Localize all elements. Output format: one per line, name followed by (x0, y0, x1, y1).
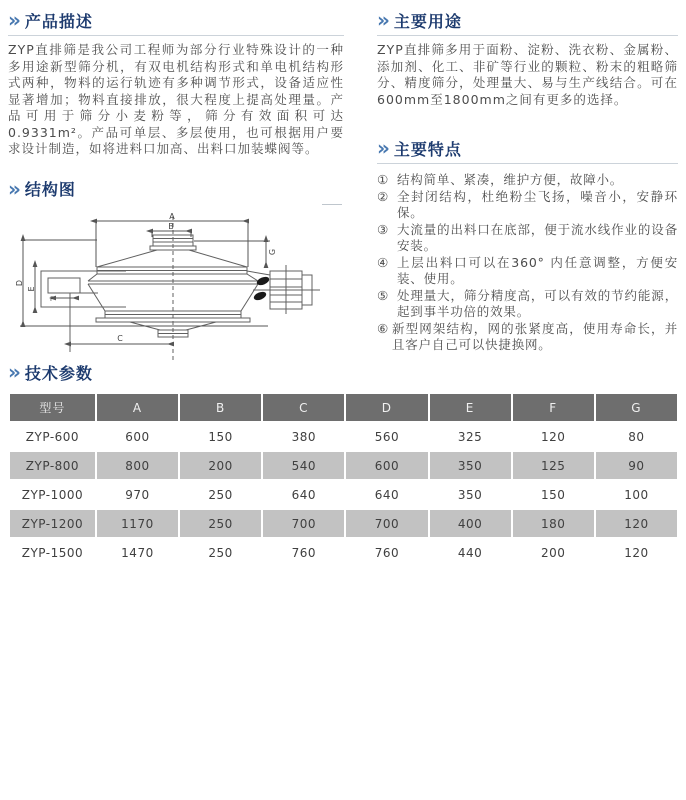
cell-value: 200 (513, 539, 594, 566)
double-chevron-icon: » (8, 8, 19, 32)
dim-label-b: B (168, 221, 174, 231)
table-row (10, 481, 677, 508)
section-heading-main-features (377, 136, 678, 160)
dim-label-f: F (50, 294, 54, 303)
double-chevron-icon: » (8, 360, 19, 384)
table-row (10, 452, 677, 479)
right-column (377, 8, 678, 354)
cell-value: 120 (596, 539, 677, 566)
cell-value: 540 (263, 452, 344, 479)
cell-model: ZYP-600 (10, 423, 95, 450)
cell-value: 250 (180, 510, 261, 537)
dim-label-d: D (15, 279, 24, 286)
item-text: 结构简单、紧凑，维护方便，故障小。 (397, 172, 624, 187)
item-number: ⑤ (377, 287, 389, 303)
cell-value: 120 (513, 423, 594, 450)
double-chevron-icon: » (377, 8, 388, 32)
cell-value: 640 (346, 481, 427, 508)
dim-label-g: G (268, 248, 277, 255)
cell-value: 700 (346, 510, 427, 537)
item-number: ① (377, 172, 389, 187)
item-number: ⑥ (377, 320, 389, 336)
tech-params-table (8, 392, 679, 568)
cell-value: 760 (346, 539, 427, 566)
double-chevron-icon: » (377, 136, 388, 160)
list-item (377, 172, 678, 189)
tech-params-section (8, 360, 679, 568)
cell-value: 1470 (97, 539, 178, 566)
cell-value: 400 (430, 510, 511, 537)
cell-value: 350 (430, 452, 511, 479)
section-heading-product-description (8, 8, 344, 32)
cell-model: ZYP-1200 (10, 510, 95, 537)
main-uses-text: ZYP直排筛多用于面粉、淀粉、洗衣粉、金属粉、添加剂、化工、非矿等行业的颗粒、粉末的粗略筛分、精度筛分，处理量大、易与生产线结合。可在600mm至1800mm之间有更多的选择。 (377, 42, 678, 107)
dim-label-c: C (117, 333, 123, 343)
column-header-e: E (430, 394, 511, 421)
cell-value: 640 (263, 481, 344, 508)
heading-divider (377, 35, 678, 36)
column-header-b: B (180, 394, 261, 421)
sieve-structure-drawing (8, 209, 340, 369)
cell-value: 1170 (97, 510, 178, 537)
heading-divider-dash (8, 204, 344, 205)
column-header-model: 型号 (10, 394, 95, 421)
item-text: 大流量的出料口在底部，便于流水线作业的设备安装。 (397, 221, 678, 253)
column-header-d: D (346, 394, 427, 421)
dim-label-e: E (27, 285, 36, 292)
list-item (377, 255, 678, 288)
item-number: ③ (377, 221, 389, 237)
section-title: 主要用途 (393, 11, 462, 31)
column-header-g: G (596, 394, 677, 421)
cell-model: ZYP-1500 (10, 539, 95, 566)
cell-value: 250 (180, 481, 261, 508)
cell-value: 380 (263, 423, 344, 450)
list-item (377, 222, 678, 255)
cell-value: 600 (97, 423, 178, 450)
item-number: ④ (377, 254, 389, 270)
column-header-a: A (97, 394, 178, 421)
cell-value: 150 (180, 423, 261, 450)
cell-value: 150 (513, 481, 594, 508)
cell-value: 440 (430, 539, 511, 566)
column-header-c: C (263, 394, 344, 421)
section-heading-structure-diagram (8, 177, 344, 201)
section-heading-main-uses (377, 8, 678, 32)
cell-value: 125 (513, 452, 594, 479)
column-header-f: F (513, 394, 594, 421)
list-item (377, 321, 678, 354)
table-row (10, 423, 677, 450)
heading-divider (377, 163, 678, 164)
cell-value: 700 (263, 510, 344, 537)
features-list (377, 172, 678, 354)
cell-value: 760 (263, 539, 344, 566)
cell-value: 350 (430, 481, 511, 508)
section-heading-tech-params (8, 360, 679, 384)
cell-value: 90 (596, 452, 677, 479)
heading-divider (8, 35, 344, 36)
cell-value: 100 (596, 481, 677, 508)
item-text: 新型网架结构，网的张紧度高，使用寿命长，并且客户自己可以快捷换网。 (392, 320, 678, 352)
structure-diagram (8, 209, 344, 369)
cell-value: 800 (97, 452, 178, 479)
cell-value: 325 (430, 423, 511, 450)
section-title: 结构图 (24, 180, 76, 199)
cell-value: 600 (346, 452, 427, 479)
item-number: ② (377, 188, 389, 204)
cell-value: 970 (97, 481, 178, 508)
section-title: 产品描述 (24, 11, 93, 31)
cell-value: 250 (180, 539, 261, 566)
cell-value: 80 (596, 423, 677, 450)
list-item (377, 288, 678, 321)
cell-model: ZYP-1000 (10, 481, 95, 508)
left-column (8, 8, 344, 369)
cell-value: 200 (180, 452, 261, 479)
table-header-row (10, 394, 677, 421)
table-row (10, 539, 677, 566)
section-title: 技术参数 (24, 363, 93, 383)
double-chevron-icon: » (8, 176, 19, 201)
cell-model: ZYP-800 (10, 452, 95, 479)
item-text: 上层出料口可以在360° 内任意调整，方便安装、使用。 (397, 254, 678, 286)
cell-value: 120 (596, 510, 677, 537)
dim-label-a: A (169, 211, 175, 221)
item-text: 处理量大，筛分精度高，可以有效的节约能源，起到事半功倍的效果。 (397, 287, 678, 319)
item-text: 全封闭结构，杜绝粉尘飞扬，噪音小，安静环保。 (397, 188, 678, 220)
list-item (377, 189, 678, 222)
cell-value: 560 (346, 423, 427, 450)
product-description-text: ZYP直排筛是我公司工程师为部分行业特殊设计的一种多用途新型筛分机，有双电机结构形式和单电机结构形式两种，物料的运行轨迹有多种调节形式，设备适应性显著增加；物料直接排放，很大程度上提高处理量。产品可用于筛分小麦粉等，筛分有效面积可达0.9331m²。产品可单层、多层使用，也可根据用户要求设计制造，如将进料口加高、出料口加装蝶阀等。 (8, 42, 344, 156)
section-title: 主要特点 (393, 139, 462, 159)
cell-value: 180 (513, 510, 594, 537)
table-row (10, 510, 677, 537)
